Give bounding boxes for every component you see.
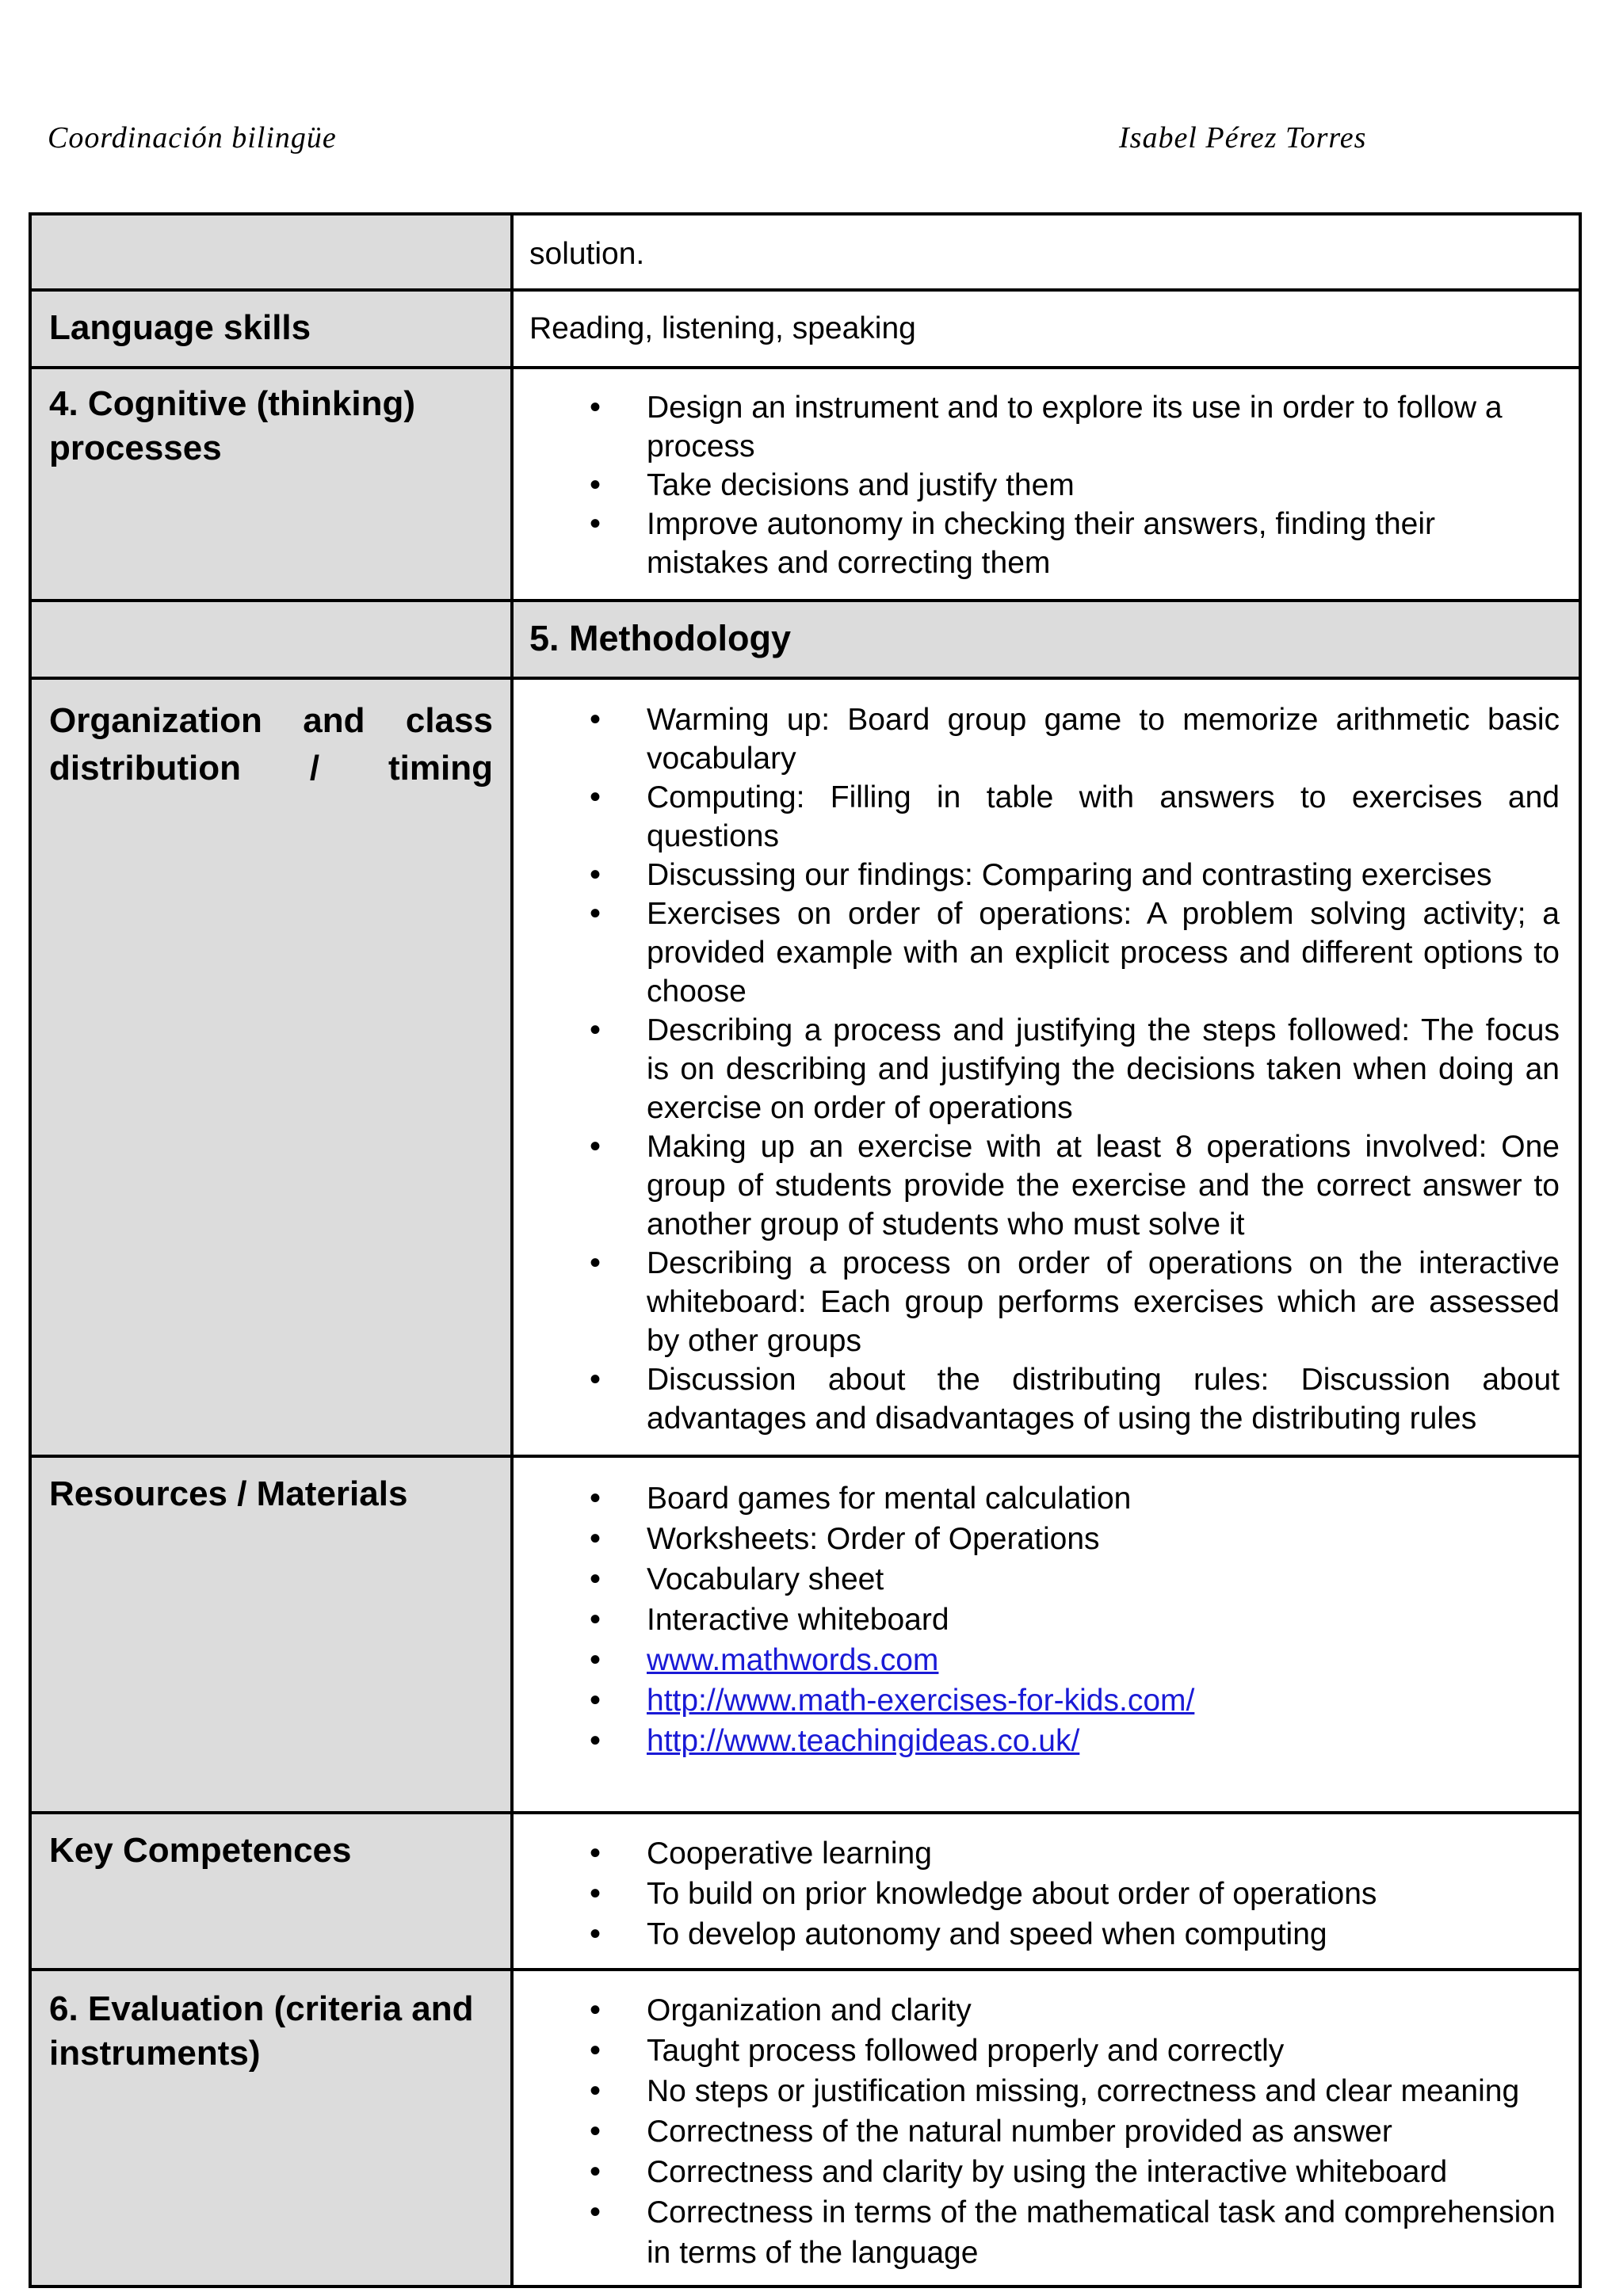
organization-content (512, 678, 1580, 1456)
list-item: • Discussing our findings: Comparing and contrasting exercises (529, 856, 1560, 894)
math-exercises-link[interactable]: http://www.math-exercises-for-kids.com/ (647, 1684, 1195, 1718)
list-item: • Vocabulary sheet (529, 1559, 1560, 1600)
list-item: • Cooperative learning (529, 1833, 1560, 1874)
list-item: • Correctness and clarity by using the interactive whiteboard (529, 2152, 1560, 2192)
list-item: • Design an instrument and to explore its use in order to follow a process (529, 388, 1560, 466)
table-row (30, 1456, 1580, 1813)
list-item: • No steps or justification missing, correctness and clear meaning (529, 2071, 1560, 2111)
header-coordination: Coordinación bilingüe (48, 121, 337, 154)
evaluation-content (512, 1970, 1580, 2286)
mathwords-link[interactable]: www.mathwords.com (647, 1643, 939, 1677)
list-item: • Computing: Filling in table with answers to exercises and questions (529, 778, 1560, 856)
list-item: • Exercises on order of operations: A problem solving activity; a provided example with an explicit process and different options to choose (529, 894, 1560, 1011)
list-item: • Warming up: Board group game to memorize arithmetic basic vocabulary (529, 700, 1560, 778)
continuation-label (30, 214, 512, 290)
list-item: • Taught process followed properly and correctly (529, 2031, 1560, 2071)
resources-label: Resources / Materials (30, 1456, 512, 1813)
list-item: • To develop autonomy and speed when computing (529, 1914, 1560, 1955)
list-item (529, 1680, 1560, 1721)
organization-list (529, 700, 1560, 1438)
table-row (30, 601, 1580, 678)
list-item: • Describing a process on order of operations on the interactive whiteboard: Each group performs exercises which are assessed by other groups (529, 1244, 1560, 1360)
language-skills-value: Reading, listening, speaking (512, 290, 1580, 368)
list-item: • Correctness in terms of the mathematical task and comprehension in terms of the language (529, 2192, 1560, 2273)
list-item: • Improve autonomy in checking their answers, finding their mistakes and correcting them (529, 505, 1560, 582)
list-item: • Making up an exercise with at least 8 operations involved: One group of students provide the exercise and the correct answer to another group of students who must solve it (529, 1127, 1560, 1244)
cognitive-content (512, 368, 1580, 601)
table-row (30, 368, 1580, 601)
continuation-text: solution. (512, 214, 1580, 290)
list-item: • Correctness of the natural number provided as answer (529, 2111, 1560, 2152)
key-competences-label: Key Competences (30, 1813, 512, 1970)
table-row (30, 1970, 1580, 2286)
organization-label: Organization and class distribution / timing (30, 678, 512, 1456)
list-item (529, 1640, 1560, 1680)
list-item: • Organization and clarity (529, 1990, 1560, 2031)
teachingideas-link[interactable]: http://www.teachingideas.co.uk/ (647, 1724, 1080, 1758)
methodology-heading: 5. Methodology (512, 601, 1580, 678)
resources-list (529, 1478, 1560, 1761)
list-item: • Interactive whiteboard (529, 1600, 1560, 1640)
list-item: • Worksheets: Order of Operations (529, 1519, 1560, 1559)
header-author: Isabel Pérez Torres (1119, 121, 1367, 154)
table-row (30, 678, 1580, 1456)
cognitive-label: 4. Cognitive (thinking) processes (30, 368, 512, 601)
list-item: • Describing a process and justifying the steps followed: The focus is on describing and justifying the decisions taken when doing an exercise on order of operations (529, 1011, 1560, 1127)
evaluation-list (529, 1990, 1560, 2273)
resources-content (512, 1456, 1580, 1813)
list-item: • Board games for mental calculation (529, 1478, 1560, 1519)
list-item: • To build on prior knowledge about order of operations (529, 1874, 1560, 1914)
lesson-plan-table (29, 212, 1582, 2288)
evaluation-label: 6. Evaluation (criteria and instruments) (30, 1970, 512, 2286)
table-row (30, 290, 1580, 368)
table-row (30, 1813, 1580, 1970)
methodology-empty-label (30, 601, 512, 678)
key-competences-content (512, 1813, 1580, 1970)
list-item: • Discussion about the distributing rules: Discussion about advantages and disadvantages of using the distributing rules (529, 1360, 1560, 1438)
key-competences-list (529, 1833, 1560, 1955)
language-skills-label: Language skills (30, 290, 512, 368)
list-item: • Take decisions and justify them (529, 466, 1560, 505)
table-row (30, 214, 1580, 290)
list-item (529, 1721, 1560, 1761)
cognitive-list (529, 388, 1560, 582)
